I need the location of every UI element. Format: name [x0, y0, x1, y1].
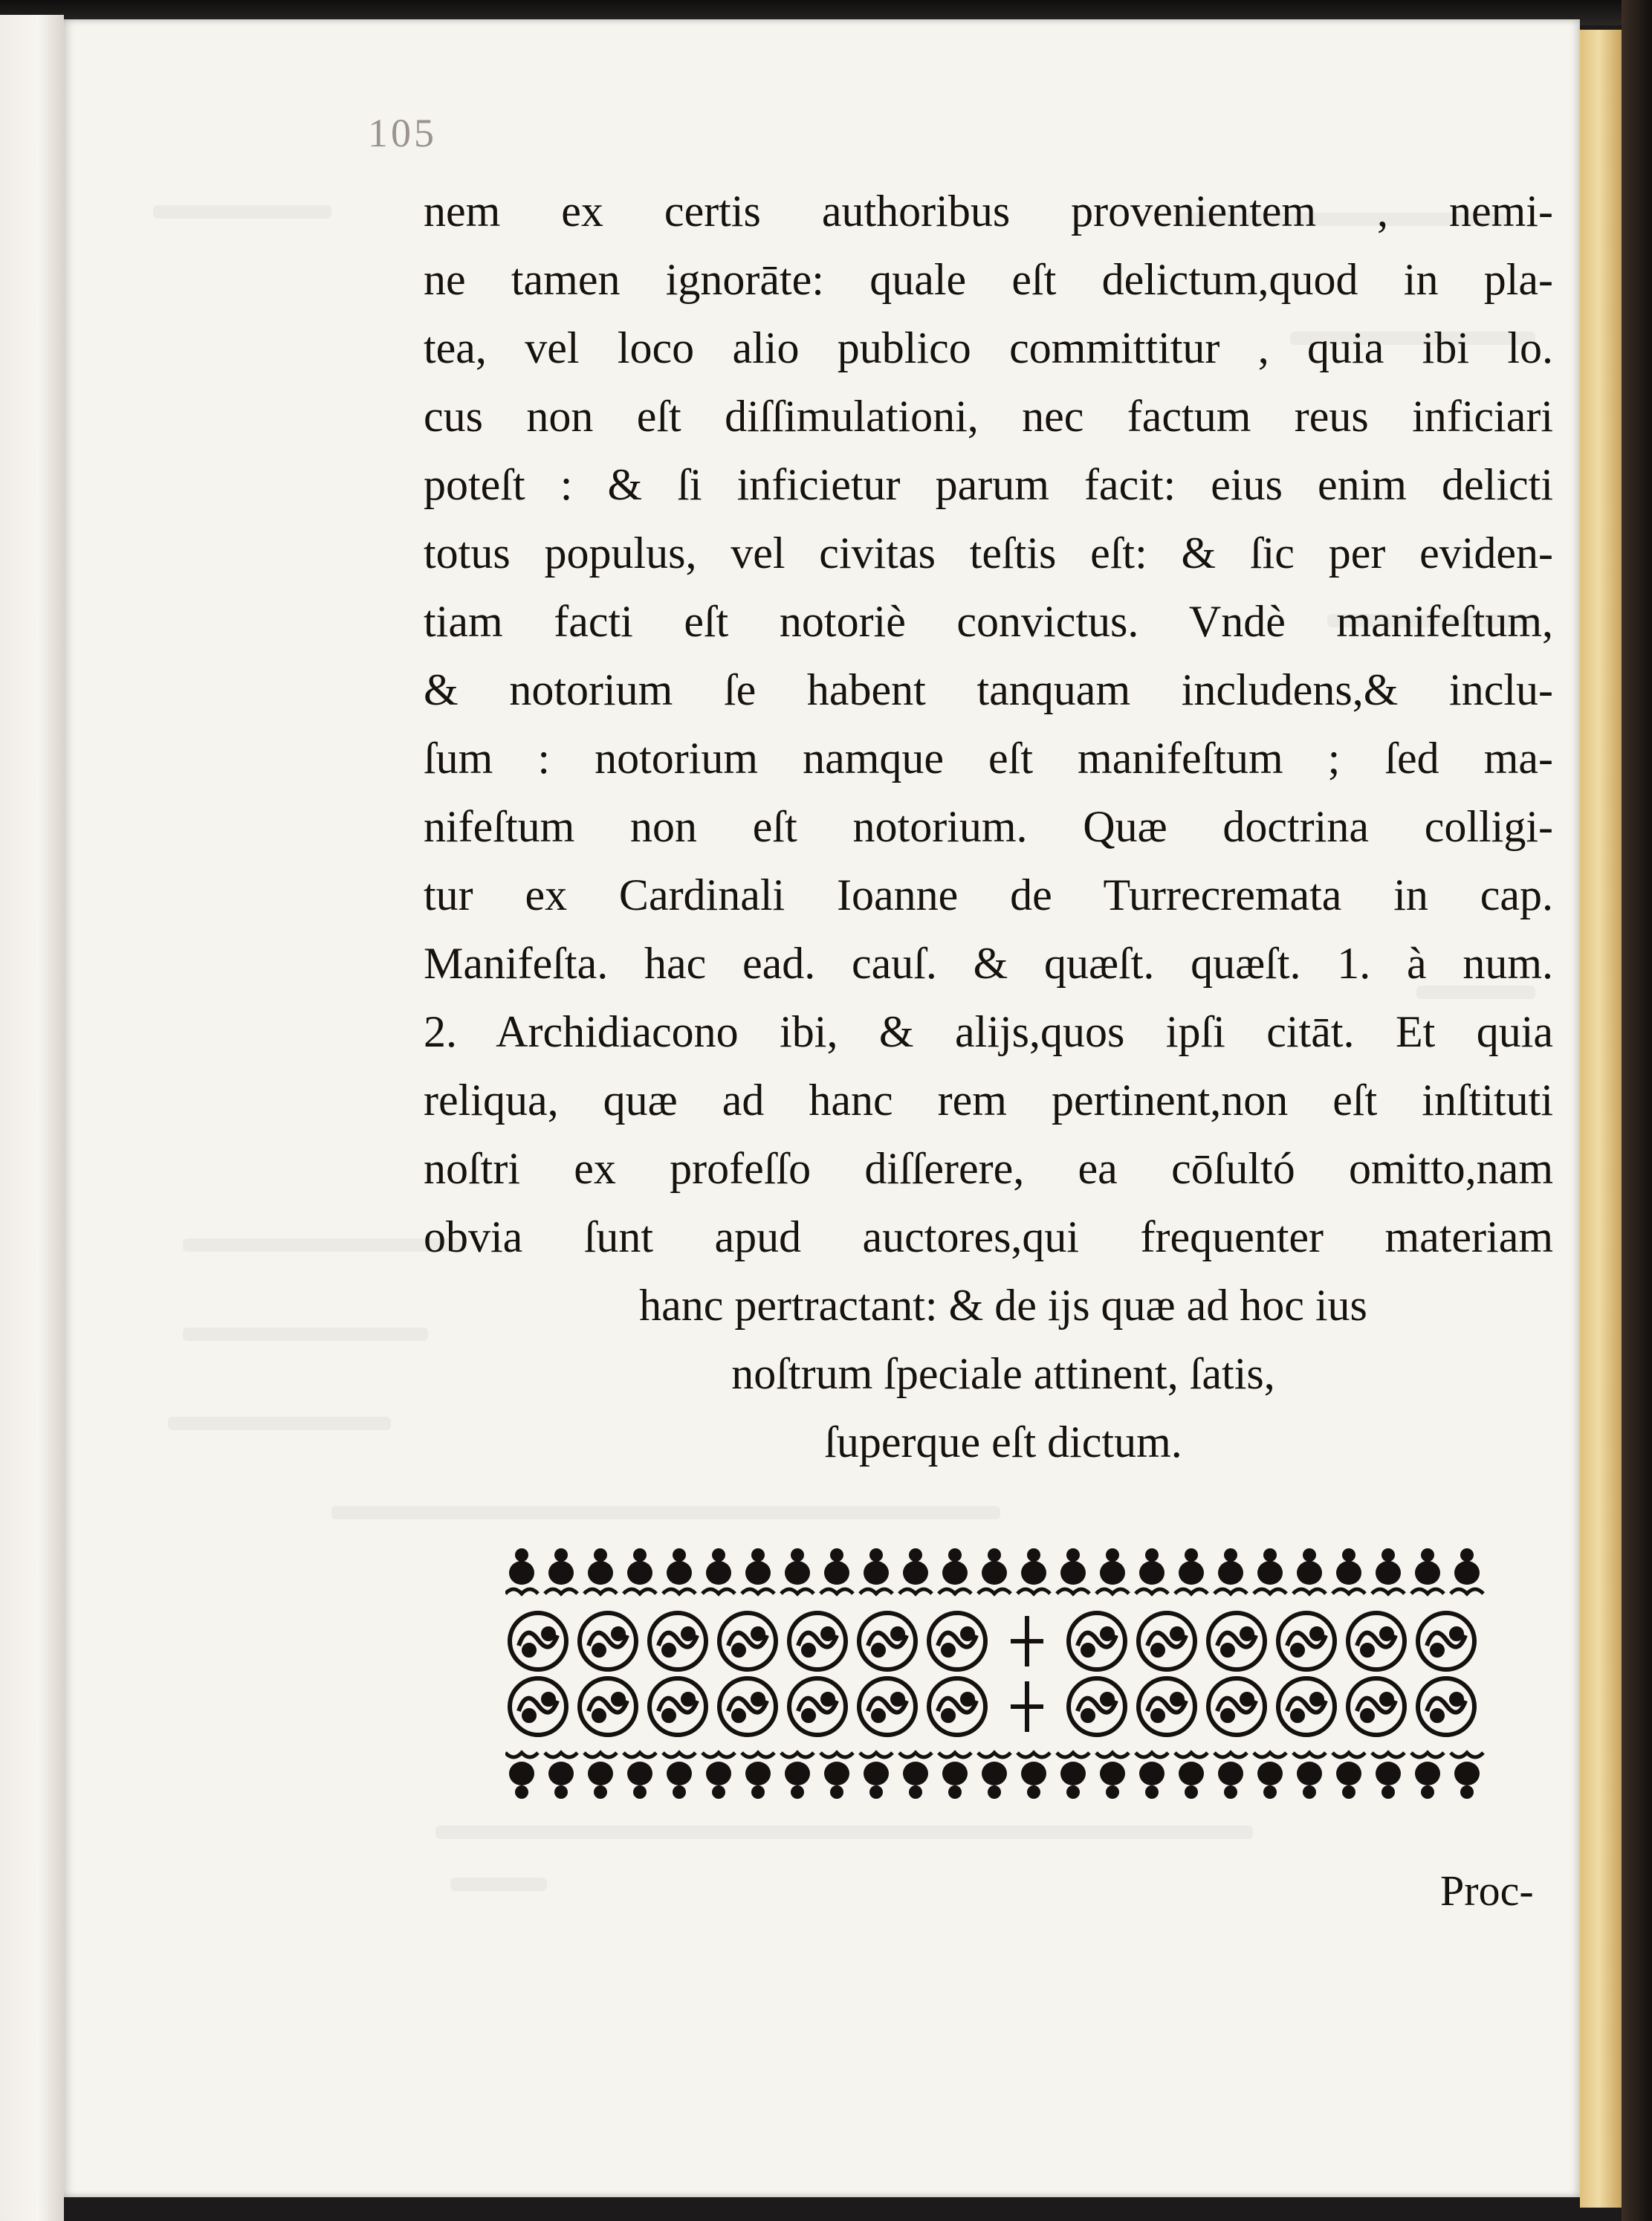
fleuron-curl: [545, 1589, 577, 1594]
fleuron-body: [1179, 1561, 1204, 1585]
fleuron-body: [1297, 1561, 1322, 1585]
text-line: poteſt : & ſi inficietur parum facit: eius enim delicti: [424, 460, 1553, 509]
fleuron-curl: [1254, 1753, 1286, 1757]
ornament-scroll-rows: [510, 1613, 1474, 1735]
scroll-dot: [543, 1629, 554, 1639]
fleuron-bud: [1342, 1785, 1355, 1799]
fleuron-body: [1100, 1762, 1125, 1785]
fleuron-body: [509, 1762, 534, 1785]
fleuron-curl: [1017, 1753, 1050, 1757]
fleuron-body: [1021, 1762, 1046, 1785]
scroll-dot: [1381, 1694, 1392, 1704]
fleuron-bud: [830, 1548, 843, 1562]
fleuron-bud: [1106, 1785, 1119, 1799]
fleuron-bud: [791, 1785, 804, 1799]
fleuron-bud: [751, 1548, 765, 1562]
scroll-dot: [1312, 1629, 1322, 1639]
fleuron-bud: [1185, 1785, 1198, 1799]
fleuron-bud: [633, 1785, 647, 1799]
fleuron-curl: [545, 1753, 577, 1757]
fleuron-bud: [712, 1785, 725, 1799]
fleuron-curl: [978, 1589, 1011, 1594]
fleuron-curl: [1175, 1753, 1208, 1757]
fleuron-body: [1415, 1561, 1440, 1585]
text-line: & notorium ſe habent tanquam includens,& inclu-: [424, 665, 1553, 714]
scroll-dot: [1222, 1645, 1233, 1655]
fleuron-bud: [869, 1785, 883, 1799]
fleuron-curl: [1254, 1589, 1286, 1594]
fleuron-curl: [820, 1753, 853, 1757]
fleuron-bud: [594, 1785, 607, 1799]
scroll-dot: [1172, 1629, 1182, 1639]
fleuron-body: [785, 1561, 810, 1585]
scroll-dot: [613, 1694, 623, 1704]
text-line: tur ex Cardinali Ioanne de Turrecremata in cap.: [424, 870, 1553, 919]
fleuron-curl: [1214, 1589, 1247, 1594]
scroll-dot: [543, 1694, 554, 1704]
fleuron-curl: [1057, 1589, 1089, 1594]
fleuron-bud: [1303, 1548, 1316, 1562]
text-line: cus non eſt diſſimulationi, nec factum reus inficiari: [424, 392, 1553, 441]
scroll-dot: [1083, 1710, 1093, 1721]
text-line: nifeſtum non eſt notorium. Quæ doctrina colligi-: [424, 802, 1553, 851]
scroll-dot: [753, 1629, 763, 1639]
fleuron-curl: [1293, 1753, 1326, 1757]
fleuron-bud: [1460, 1785, 1474, 1799]
fleuron-bud: [673, 1785, 686, 1799]
fleuron-body: [1376, 1561, 1401, 1585]
text-line: 2. Archidiacono ibi, & alijs,quos ipſi citāt. Et quia: [424, 1007, 1553, 1056]
fleuron-curl: [1451, 1753, 1483, 1757]
scroll-dot: [664, 1710, 674, 1721]
scroll-dot: [683, 1694, 693, 1704]
fleuron-body: [1179, 1762, 1204, 1785]
fleuron-body: [706, 1762, 731, 1785]
fleuron-body: [1218, 1561, 1243, 1585]
fleuron-bud: [1381, 1548, 1395, 1562]
fleuron-body: [588, 1561, 613, 1585]
fleuron-body: [745, 1762, 771, 1785]
fleuron-curl: [505, 1753, 538, 1757]
scroll-dot: [594, 1645, 604, 1655]
fleuron-bud: [554, 1548, 568, 1562]
scroll-dot: [873, 1645, 884, 1655]
scroll-dot: [753, 1694, 763, 1704]
fleuron-curl: [781, 1753, 814, 1757]
fleuron-curl: [1411, 1753, 1444, 1757]
fleuron-curl: [1017, 1589, 1050, 1594]
scroll-dot: [1451, 1629, 1462, 1639]
scroll-dot: [594, 1710, 604, 1721]
fleuron-body: [1297, 1762, 1322, 1785]
fleuron-curl: [1372, 1753, 1405, 1757]
fleuron-curl: [1136, 1589, 1168, 1594]
fleuron-body: [1376, 1762, 1401, 1785]
scroll-dot: [962, 1629, 973, 1639]
scroll-dot: [1102, 1629, 1112, 1639]
fleuron-bud: [751, 1785, 765, 1799]
fleuron-bud: [1263, 1548, 1277, 1562]
fleuron-curl: [1214, 1753, 1247, 1757]
fleuron-bud: [1342, 1548, 1355, 1562]
scroll-dot: [1083, 1645, 1093, 1655]
text-line: reliqua, quæ ad hanc rem pertinent,non eſt inſtituti: [424, 1076, 1553, 1125]
ornament-bottom-row: [505, 1753, 1483, 1799]
fleuron-body: [982, 1561, 1007, 1585]
fleuron-curl: [702, 1753, 735, 1757]
fleuron-bud: [1460, 1548, 1474, 1562]
fleuron-bud: [948, 1548, 962, 1562]
fleuron-curl: [899, 1589, 932, 1594]
fleuron-bud: [1066, 1785, 1080, 1799]
text-line-tail: hanc pertractant: & de ijs quæ ad hoc ius: [639, 1281, 1367, 1330]
scroll-dot: [1432, 1645, 1442, 1655]
fleuron-body: [548, 1762, 574, 1785]
fleuron-body: [785, 1762, 810, 1785]
fleuron-body: [903, 1561, 928, 1585]
fleuron-bud: [1224, 1548, 1237, 1562]
scroll-dot: [1362, 1710, 1373, 1721]
fleuron-curl: [623, 1589, 656, 1594]
fleuron-curl: [781, 1589, 814, 1594]
fleuron-curl: [742, 1753, 774, 1757]
text-line: tiam facti eſt notoriè convictus. Vndè manifeſtum,: [424, 597, 1553, 646]
fleuron-bud: [1027, 1548, 1040, 1562]
text-line: obvia ſunt apud auctores,qui frequenter materiam: [424, 1212, 1553, 1261]
fleuron-body: [903, 1762, 928, 1785]
fleuron-body: [627, 1762, 652, 1785]
fleuron-body: [864, 1561, 889, 1585]
text-line: ne tamen ignorāte: quale eſt delictum,quod in pla-: [424, 255, 1553, 304]
fleuron-body: [667, 1561, 692, 1585]
scroll-dot: [893, 1694, 903, 1704]
fleuron-body: [627, 1561, 652, 1585]
fleuron-body: [1021, 1561, 1046, 1585]
fleuron-curl: [663, 1589, 696, 1594]
scroll-dot: [803, 1645, 814, 1655]
ornament-cross: [1011, 1681, 1043, 1732]
fleuron-bud: [1145, 1548, 1159, 1562]
text-line-tail: ſuperque eſt dictum.: [824, 1417, 1182, 1467]
fleuron-curl: [1175, 1589, 1208, 1594]
scroll-dot: [1242, 1629, 1252, 1639]
scroll-dot: [733, 1710, 744, 1721]
fleuron-body: [667, 1762, 692, 1785]
scroll-dot: [613, 1629, 623, 1639]
fleuron-bud: [1303, 1785, 1316, 1799]
text-line: ſum : notorium namque eſt manifeſtum ; ſed ma-: [424, 734, 1553, 783]
text-line: nem ex certis authoribus provenientem , nemi-: [424, 187, 1553, 236]
fleuron-body: [1454, 1561, 1480, 1585]
fleuron-curl: [1332, 1589, 1365, 1594]
fleuron-curl: [702, 1589, 735, 1594]
fleuron-bud: [594, 1548, 607, 1562]
fleuron-body: [509, 1561, 534, 1585]
fleuron-body: [824, 1762, 849, 1785]
fleuron-bud: [712, 1548, 725, 1562]
fleuron-body: [942, 1762, 968, 1785]
scroll-dot: [1172, 1694, 1182, 1704]
fleuron-bud: [791, 1548, 804, 1562]
text-line: tea, vel loco alio publico committitur , quia ibi lo.: [424, 323, 1553, 372]
fleuron-bud: [1381, 1785, 1395, 1799]
fleuron-bud: [515, 1548, 528, 1562]
fleuron-curl: [1411, 1589, 1444, 1594]
fleuron-body: [982, 1762, 1007, 1785]
fleuron-curl: [1372, 1589, 1405, 1594]
fleuron-bud: [673, 1548, 686, 1562]
ornament-cross: [1011, 1616, 1043, 1666]
fleuron-body: [745, 1561, 771, 1585]
fleuron-bud: [1145, 1785, 1159, 1799]
fleuron-bud: [1106, 1548, 1119, 1562]
scroll-dot: [683, 1629, 693, 1639]
fleuron-body: [706, 1561, 731, 1585]
fleuron-bud: [1185, 1548, 1198, 1562]
fleuron-curl: [663, 1753, 696, 1757]
fleuron-curl: [623, 1753, 656, 1757]
fleuron-curl: [584, 1589, 617, 1594]
scroll-dot: [823, 1629, 833, 1639]
fleuron-curl: [1057, 1753, 1089, 1757]
page-number: 105: [368, 111, 437, 155]
fleuron-body: [1336, 1561, 1361, 1585]
fleuron-body: [548, 1561, 574, 1585]
scroll-dot: [943, 1710, 953, 1721]
scroll-dot: [664, 1645, 674, 1655]
scroll-dot: [893, 1629, 903, 1639]
scroll-dot: [524, 1645, 534, 1655]
fleuron-bud: [1263, 1785, 1277, 1799]
scroll-dot: [1102, 1694, 1112, 1704]
fleuron-body: [824, 1561, 849, 1585]
fleuron-bud: [633, 1548, 647, 1562]
fleuron-body: [1257, 1561, 1283, 1585]
fleuron-body: [1060, 1561, 1086, 1585]
text-line: noſtri ex profeſſo diſſerere, ea cōſultó omitto,nam: [424, 1144, 1553, 1193]
fleuron-curl: [1096, 1589, 1129, 1594]
scroll-dot: [1242, 1694, 1252, 1704]
left-page-edge: [0, 15, 64, 2221]
fleuron-body: [1257, 1762, 1283, 1785]
fleuron-curl: [939, 1753, 971, 1757]
fleuron-bud: [554, 1785, 568, 1799]
scroll-dot: [1451, 1694, 1462, 1704]
fleuron-body: [1415, 1762, 1440, 1785]
fleuron-body: [1139, 1561, 1165, 1585]
scroll-dot: [733, 1645, 744, 1655]
scroll-dot: [1292, 1710, 1303, 1721]
fleuron-curl: [860, 1589, 893, 1594]
scroll-dot: [1292, 1645, 1303, 1655]
scroll-dot: [1153, 1645, 1163, 1655]
fleuron-curl: [505, 1589, 538, 1594]
text-line-tail: noſtrum ſpeciale attinent, ſatis,: [731, 1349, 1275, 1398]
fleuron-body: [1139, 1762, 1165, 1785]
printers-ornament: [505, 1530, 1501, 1812]
scroll-dot: [1222, 1710, 1233, 1721]
scroll-dot: [823, 1694, 833, 1704]
fleuron-body: [1060, 1762, 1086, 1785]
page-fore-edge: [1580, 30, 1622, 2208]
scroll-dot: [1362, 1645, 1373, 1655]
ornament-top-row: [505, 1548, 1483, 1594]
fleuron-curl: [820, 1589, 853, 1594]
body-text: [424, 177, 1553, 1476]
fleuron-curl: [1136, 1753, 1168, 1757]
scroll-dot: [1381, 1629, 1392, 1639]
fleuron-body: [942, 1561, 968, 1585]
scroll-dot: [1312, 1694, 1322, 1704]
fleuron-curl: [899, 1753, 932, 1757]
fleuron-bud: [1224, 1785, 1237, 1799]
fleuron-bud: [515, 1785, 528, 1799]
fleuron-body: [588, 1762, 613, 1785]
scroll-dot: [803, 1710, 814, 1721]
fleuron-body: [1336, 1762, 1361, 1785]
scroll-dot: [1432, 1710, 1442, 1721]
fleuron-bud: [1421, 1785, 1434, 1799]
fleuron-bud: [909, 1548, 922, 1562]
fleuron-curl: [1096, 1753, 1129, 1757]
fleuron-bud: [1027, 1785, 1040, 1799]
scroll-dot: [524, 1710, 534, 1721]
fleuron-bud: [909, 1785, 922, 1799]
scroll-dot: [1153, 1710, 1163, 1721]
fleuron-curl: [1293, 1589, 1326, 1594]
fleuron-curl: [860, 1753, 893, 1757]
fleuron-curl: [742, 1589, 774, 1594]
text-line: Manifeſta. hac ead. cauſ. & quæſt. quæſt. 1. à num.: [424, 939, 1553, 988]
fleuron-bud: [988, 1548, 1001, 1562]
fleuron-bud: [830, 1785, 843, 1799]
fleuron-body: [1100, 1561, 1125, 1585]
fleuron-bud: [988, 1785, 1001, 1799]
fleuron-bud: [948, 1785, 962, 1799]
fleuron-body: [864, 1762, 889, 1785]
catchword: Proc-: [1440, 1866, 1534, 1915]
fleuron-curl: [978, 1753, 1011, 1757]
fleuron-curl: [1451, 1589, 1483, 1594]
book-binding-edge: [1622, 0, 1652, 2221]
fleuron-bud: [1421, 1548, 1434, 1562]
scroll-dot: [943, 1645, 953, 1655]
fleuron-body: [1454, 1762, 1480, 1785]
fleuron-curl: [939, 1589, 971, 1594]
text-line: totus populus, vel civitas teſtis eſt: & ſic per eviden-: [424, 528, 1553, 578]
scroll-dot: [873, 1710, 884, 1721]
fleuron-bud: [869, 1548, 883, 1562]
fleuron-bud: [1066, 1548, 1080, 1562]
scroll-dot: [962, 1694, 973, 1704]
fleuron-curl: [1332, 1753, 1365, 1757]
fleuron-curl: [584, 1753, 617, 1757]
fleuron-body: [1218, 1762, 1243, 1785]
